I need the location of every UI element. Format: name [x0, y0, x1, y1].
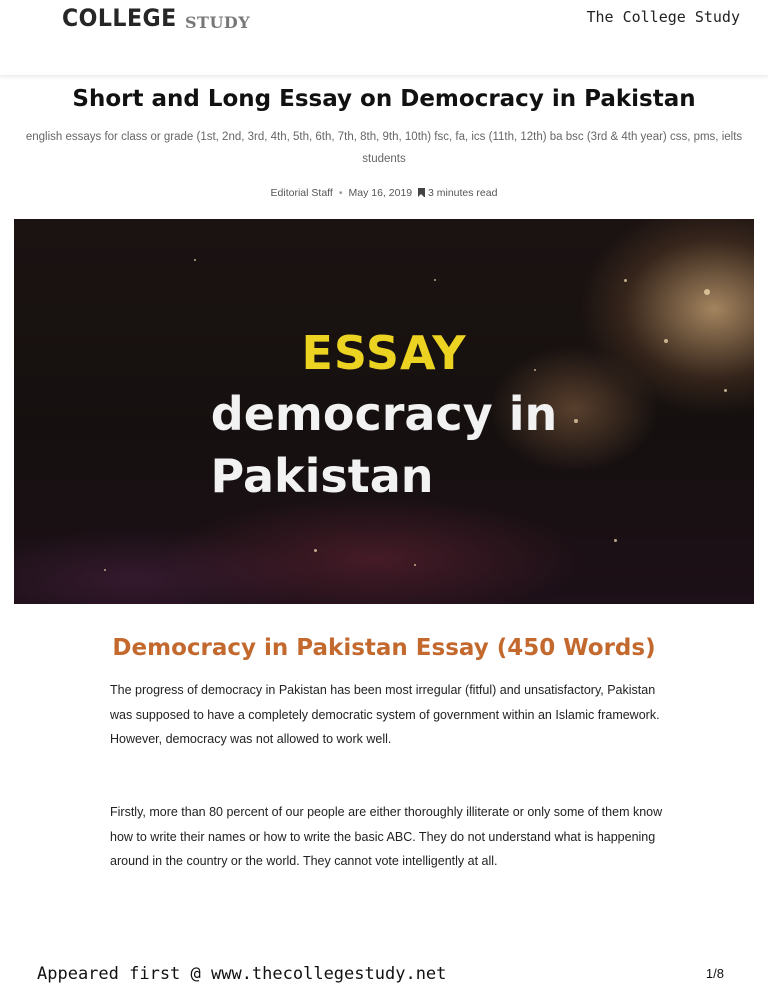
sparkle: [414, 564, 416, 566]
sparkle: [314, 549, 317, 552]
section-heading: Democracy in Pakistan Essay (450 Words): [112, 635, 656, 661]
page-title: Short and Long Essay on Democracy in Pakistan: [72, 86, 696, 112]
site-header: [0, 0, 768, 76]
paragraph-1: The progress of democracy in Pakistan has been most irregular (fitful) and unsatisfactory, Pakistan was supposed to have a completely democratic system of government within an Islamic framework. However, democracy was not allowed to work well.: [110, 683, 660, 746]
author-link[interactable]: Editorial Staff: [270, 187, 333, 199]
sparkle: [104, 569, 106, 571]
site-name: The College Study: [586, 8, 740, 26]
bookmark-icon: [418, 188, 425, 197]
paragraph-2: Firstly, more than 80 percent of our people are either thoroughly illiterate or only some of them know how to write their names or how to write the basic ABC. They do not understand what is happening around in the country or the world. They cannot vote intelligently at all.: [110, 805, 663, 868]
sparkle: [624, 279, 627, 282]
sparkle: [704, 289, 710, 295]
sparkle: [434, 279, 436, 281]
hero-line-essay: ESSAY: [301, 326, 467, 380]
site-logo[interactable]: [62, 4, 251, 34]
page-number: 1/8: [705, 966, 724, 981]
meta-separator: •: [338, 187, 343, 199]
hero-line-pakistan: Pakistan: [210, 449, 434, 503]
sparkle: [194, 259, 196, 261]
article-subtitle: english essays for class or grade (1st, 2nd, 3rd, 4th, 5th, 6th, 7th, 8th, 9th, 10th) fsc, fa, ics (11th, 12th) ba bsc (3rd & 4th year) css, pms, ielts students: [25, 131, 743, 165]
logo-sub-text: STUDY: [185, 13, 251, 32]
source-footer: Appeared first @ www.thecollegestudy.net: [37, 964, 447, 984]
hero-line-democracy: democracy in: [210, 387, 558, 441]
sparkle: [614, 539, 617, 542]
article-meta: [0, 187, 768, 199]
read-time: 3 minutes read: [427, 187, 498, 199]
logo-main-text: COLLEGE: [62, 4, 177, 32]
hero-image: [14, 219, 754, 604]
publish-date: May 16, 2019: [348, 187, 413, 199]
